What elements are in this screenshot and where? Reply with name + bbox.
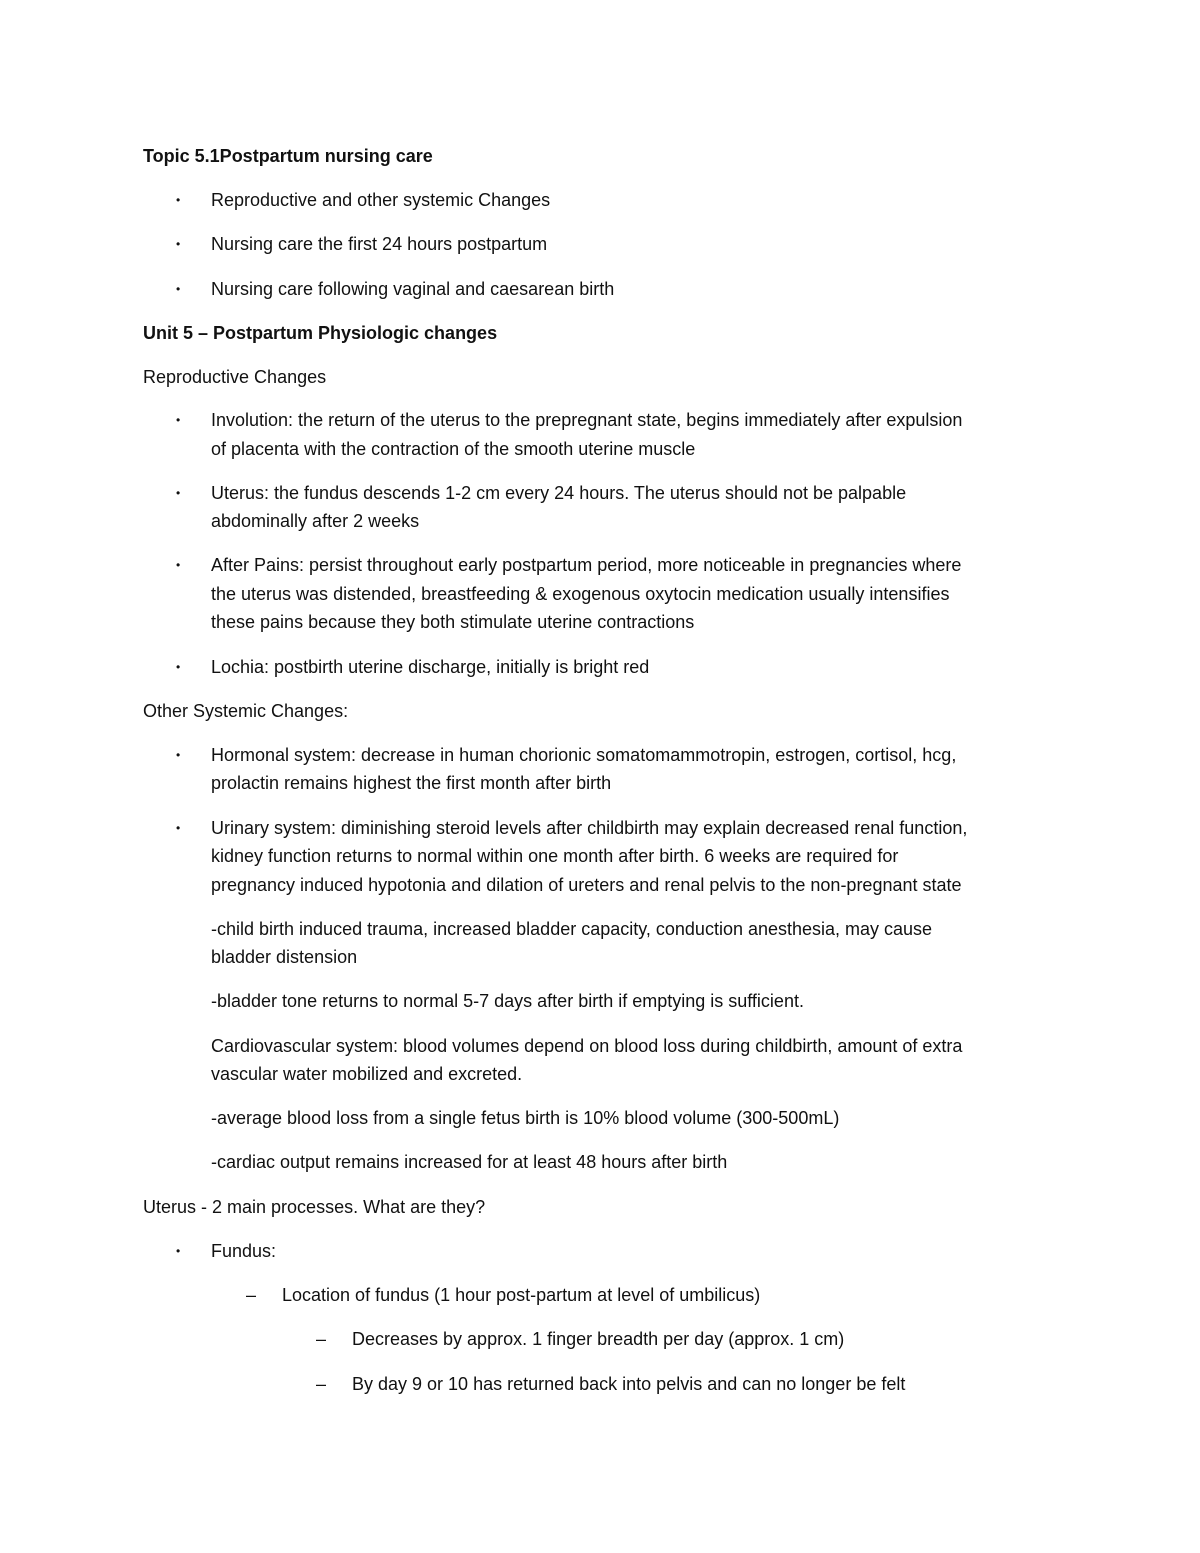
after-pains-line-3: these pains because they both stimulate uterine contractions bbox=[211, 612, 695, 632]
bullet-icon: • bbox=[176, 486, 181, 500]
uterus-line-2: abdominally after 2 weeks bbox=[211, 511, 420, 531]
lochia-line: Lochia: postbirth uterine discharge, initially is bright red bbox=[211, 657, 650, 677]
urinary-line-3: pregnancy induced hypotonia and dilation of ureters and renal pelvis to the non-pregnant state bbox=[211, 875, 962, 895]
bullet-icon: • bbox=[176, 282, 181, 296]
involution-line-1: Involution: the return of the uterus to the prepregnant state, begins immediately after expulsion bbox=[211, 410, 963, 430]
fundus-sub-item: Decreases by approx. 1 finger breadth per day (approx. 1 cm) bbox=[352, 1329, 845, 1349]
urinary-line-2: kidney function returns to normal within one month after birth. 6 weeks are required for bbox=[211, 846, 899, 866]
topic-item: Reproductive and other systemic Changes bbox=[211, 190, 551, 210]
reproductive-heading: Reproductive Changes bbox=[143, 367, 327, 387]
after-pains-line-1: After Pains: persist throughout early postpartum period, more noticeable in pregnancies where bbox=[211, 555, 962, 575]
topic-item: Nursing care following vaginal and caesarean birth bbox=[211, 279, 615, 299]
fundus-sub-item: By day 9 or 10 has returned back into pelvis and can no longer be felt bbox=[352, 1374, 906, 1394]
topic-item: Nursing care the first 24 hours postpartum bbox=[211, 234, 548, 254]
fundus-label: Fundus: bbox=[211, 1241, 277, 1261]
bullet-icon: • bbox=[176, 748, 181, 762]
other-heading: Other Systemic Changes: bbox=[143, 701, 349, 721]
dash-icon: – bbox=[246, 1285, 257, 1305]
unit-title: Unit 5 – Postpartum Physiologic changes bbox=[143, 323, 498, 343]
dash-icon: – bbox=[316, 1374, 327, 1394]
bullet-icon: • bbox=[176, 413, 181, 427]
involution-line-2: of placenta with the contraction of the smooth uterine muscle bbox=[211, 439, 696, 459]
uterus-line-1: Uterus: the fundus descends 1-2 cm every 24 hours. The uterus should not be palpable bbox=[211, 483, 907, 503]
bullet-icon: • bbox=[176, 558, 181, 572]
trauma-line-1: -child birth induced trauma, increased bladder capacity, conduction anesthesia, may cause bbox=[211, 919, 933, 939]
topic-title: Topic 5.1Postpartum nursing care bbox=[143, 146, 433, 166]
bladder-tone-line: -bladder tone returns to normal 5-7 days after birth if emptying is sufficient. bbox=[211, 991, 804, 1011]
bullet-icon: • bbox=[176, 237, 181, 251]
cardio-line-2: vascular water mobilized and excreted. bbox=[211, 1064, 523, 1084]
blood-loss-line: -average blood loss from a single fetus birth is 10% blood volume (300-500mL) bbox=[211, 1108, 840, 1128]
uterus-processes-heading: Uterus - 2 main processes. What are they? bbox=[143, 1197, 486, 1217]
urinary-line-1: Urinary system: diminishing steroid levels after childbirth may explain decreased renal function, bbox=[211, 818, 968, 838]
after-pains-line-2: the uterus was distended, breastfeeding & exogenous oxytocin medication usually intensifies bbox=[211, 584, 950, 604]
hormonal-line-2: prolactin remains highest the first month after birth bbox=[211, 773, 612, 793]
bullet-icon: • bbox=[176, 1244, 181, 1258]
fundus-location: Location of fundus (1 hour post-partum at level of umbilicus) bbox=[282, 1285, 761, 1305]
trauma-line-2: bladder distension bbox=[211, 947, 358, 967]
bullet-icon: • bbox=[176, 660, 181, 674]
cardiac-output-line: -cardiac output remains increased for at least 48 hours after birth bbox=[211, 1152, 728, 1172]
cardio-line-1: Cardiovascular system: blood volumes depend on blood loss during childbirth, amount of extra bbox=[211, 1036, 963, 1056]
hormonal-line-1: Hormonal system: decrease in human chorionic somatomammotropin, estrogen, cortisol, hcg, bbox=[211, 745, 957, 765]
bullet-icon: • bbox=[176, 821, 181, 835]
dash-icon: – bbox=[316, 1329, 327, 1349]
bullet-icon: • bbox=[176, 193, 181, 207]
